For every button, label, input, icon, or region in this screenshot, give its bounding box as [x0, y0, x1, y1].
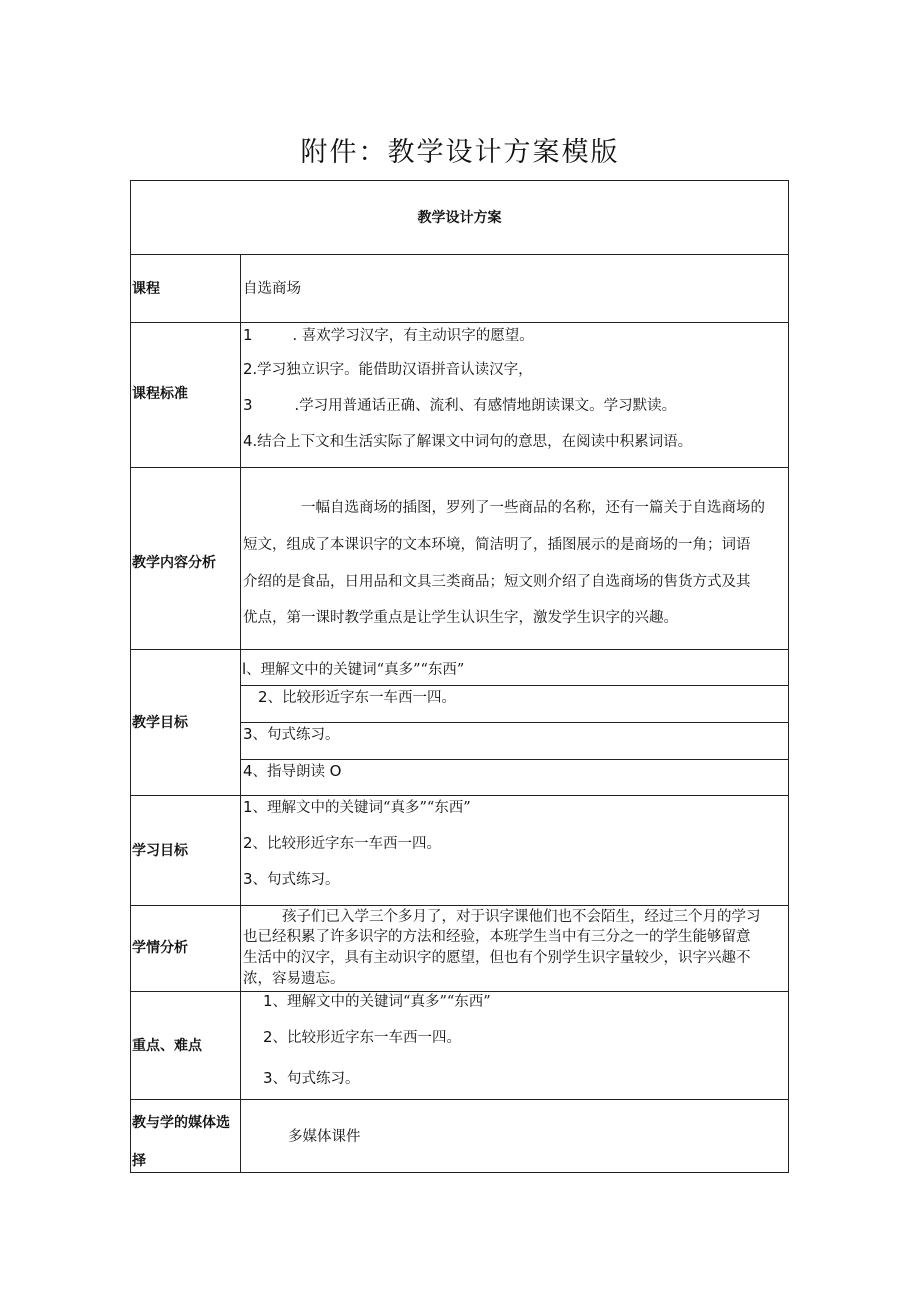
row-divider [130, 322, 789, 323]
key-point-item: 1、理解文中的关键词“真多”“东西” [263, 992, 491, 1010]
row-divider [130, 905, 789, 906]
key-points-label: 重点、难点 [132, 1038, 202, 1054]
standard-item: 2.学习独立识字。能借助汉语拼音认读汉字， [243, 360, 533, 378]
standard-label: 课程标准 [132, 386, 188, 402]
subrow-divider [240, 722, 789, 723]
teaching-goal-item: 4、指导朗读 O [243, 762, 342, 780]
standard-item: 1 . 喜欢学习汉字，有主动识字的愿望。 [243, 326, 534, 344]
teaching-goals-label: 教学目标 [132, 715, 188, 731]
key-point-item: 3、句式练习。 [263, 1069, 360, 1087]
content-analysis-line: 优点，第一课时教学重点是让学生认识生字，激发学生识字的兴趣。 [243, 610, 678, 626]
content-analysis-label: 教学内容分析 [132, 555, 216, 571]
table-title: 教学设计方案 [417, 210, 502, 226]
row-divider [130, 254, 789, 255]
row-divider [130, 795, 789, 796]
column-divider [240, 254, 241, 1173]
standard-item: 4.结合上下文和生活实际了解课文中词句的意思，在阅读中积累词语。 [243, 432, 693, 450]
learner-analysis-label: 学情分析 [132, 940, 188, 956]
key-point-item: 2、比较形近字东一车西一四。 [263, 1028, 462, 1046]
teaching-goal-item: 2、比较形近字东一车西一四。 [258, 688, 457, 706]
content-analysis-line: 短文，组成了本课识字的文本环境，简洁明了，插图展示的是商场的一角；词语 [243, 537, 751, 553]
content-analysis-line: 介绍的是食品，日用品和文具三类商品；短文则介绍了自选商场的售货方式及其 [243, 574, 751, 590]
learning-goals-label: 学习目标 [132, 843, 188, 859]
teaching-goal-item: 3、句式练习。 [243, 725, 340, 743]
content-analysis-line: 一幅自选商场的插图，罗列了一些商品的名称，还有一篇关于自选商场的 [301, 500, 765, 516]
learner-analysis-line: 生活中的汉字，具有主动识字的愿望，但也有个别学生识字量较少，识字兴趣不 [243, 950, 751, 966]
row-divider [130, 467, 789, 468]
row-divider [130, 1099, 789, 1100]
media-label: 教与学的媒体选 [132, 1115, 230, 1131]
course-label: 课程 [132, 281, 160, 297]
row-divider [130, 991, 789, 992]
page-title: 附件：教学设计方案模版 [300, 137, 620, 168]
learner-analysis-line: 浓，容易遗忘。 [243, 971, 345, 987]
row-divider [130, 649, 789, 650]
subrow-divider [240, 759, 789, 760]
teaching-goal-item: l、理解文中的关键词“真多”“东西” [242, 660, 465, 678]
learning-goal-item: 3、句式练习。 [243, 870, 340, 888]
standard-item: 3 .学习用普通话正确、流利、有感情地朗读课文。学习默读。 [243, 396, 677, 414]
media-label-cont: 择 [132, 1153, 146, 1169]
learning-goal-item: 2、比较形近字东一车西一四。 [243, 834, 442, 852]
subrow-divider [240, 685, 789, 686]
learning-goal-item: 1、理解文中的关键词“真多”“东西” [243, 798, 471, 816]
course-value: 自选商场 [243, 281, 301, 297]
learner-analysis-line: 也已经积累了许多识字的方法和经验，本班学生当中有三分之一的学生能够留意 [243, 929, 751, 945]
media-value: 多媒体课件 [288, 1129, 361, 1145]
learner-analysis-line: 孩子们已入学三个多月了，对于识字课他们也不会陌生，经过三个月的学习 [282, 909, 761, 925]
